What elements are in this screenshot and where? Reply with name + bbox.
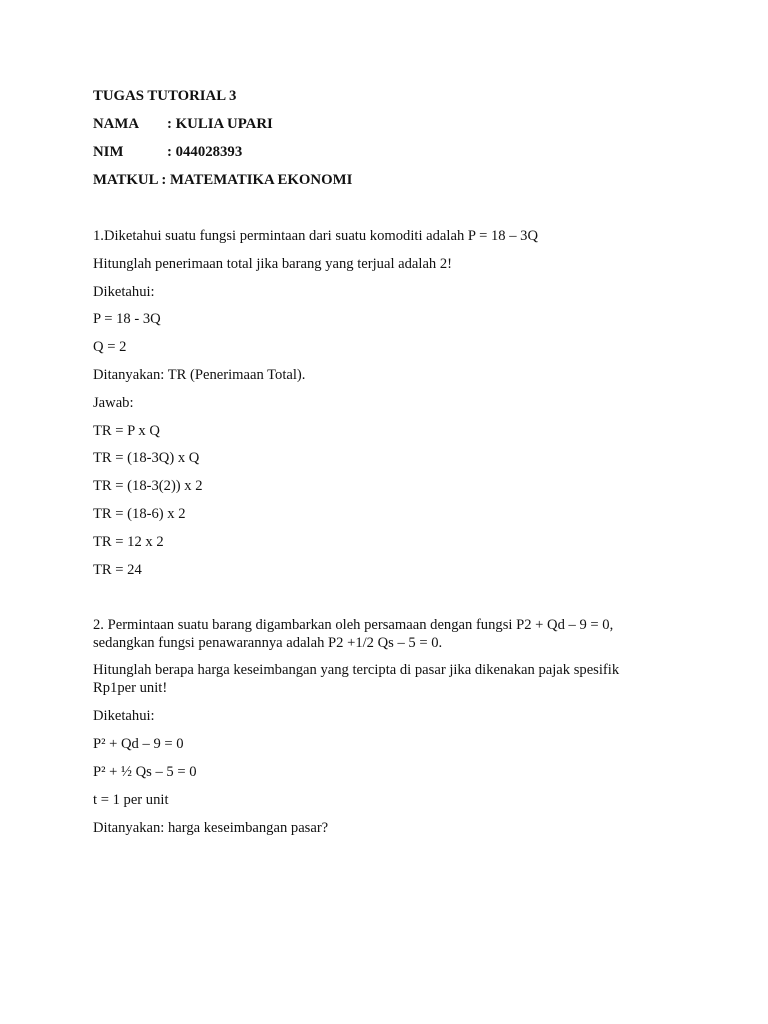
nim-value: : 044028393	[167, 144, 243, 160]
name-row	[93, 114, 693, 142]
q2-known-1: P² + Qd – 9 = 0	[93, 736, 184, 753]
q2-instruction-line-1: Hitunglah berapa harga keseimbangan yang tercipta di pasar jika dikenakan pajak spesifik	[93, 662, 620, 679]
q1-known-2: Q = 2	[93, 339, 127, 356]
q1-step: TR = (18-3(2)) x 2	[93, 478, 203, 495]
q2-asked: Ditanyakan: harga keseimbangan pasar?	[93, 819, 329, 836]
matkul-row: MATKUL : MATEMATIKA EKONOMI	[93, 172, 353, 188]
q1-step: TR = 12 x 2	[93, 533, 164, 550]
q1-step: TR = (18-6) x 2	[93, 505, 186, 522]
q2-question-line-1: 2. Permintaan suatu barang digambarkan oleh persamaan dengan fungsi P2 + Qd – 9 = 0,	[93, 617, 614, 634]
q1-step: TR = (18-3Q) x Q	[93, 450, 200, 467]
name-label: NAMA	[93, 116, 140, 132]
q1-known-1: P = 18 - 3Q	[93, 311, 161, 328]
q2-question-line-2: sedangkan fungsi penawarannya adalah P2 +1/2 Qs – 5 = 0.	[93, 635, 443, 652]
q1-answer-label: Jawab:	[93, 394, 134, 411]
q2-instruction	[93, 661, 693, 697]
q2-known-label: Diketahui:	[93, 708, 155, 725]
q1-step: TR = P x Q	[93, 422, 160, 439]
q2-known-2: P² + ½ Qs – 5 = 0	[93, 763, 197, 780]
nim-label: NIM	[93, 144, 124, 160]
q1-asked: Ditanyakan: TR (Penerimaan Total).	[93, 366, 306, 383]
document-page	[93, 86, 693, 845]
q1-known-label: Diketahui:	[93, 283, 155, 300]
q2-instruction-line-2: Rp1per unit!	[93, 680, 168, 697]
q2-question	[93, 616, 693, 652]
q1-instruction: Hitunglah penerimaan total jika barang yang terjual adalah 2!	[93, 255, 453, 272]
q1-question: 1.Diketahui suatu fungsi permintaan dari suatu komoditi adalah P = 18 – 3Q	[93, 228, 539, 244]
nim-row	[93, 142, 693, 170]
q1-step: TR = 24	[93, 561, 142, 578]
q2-known-3: t = 1 per unit	[93, 791, 169, 808]
name-value: : KULIA UPARI	[167, 116, 273, 132]
document-title: TUGAS TUTORIAL 3	[93, 88, 237, 104]
